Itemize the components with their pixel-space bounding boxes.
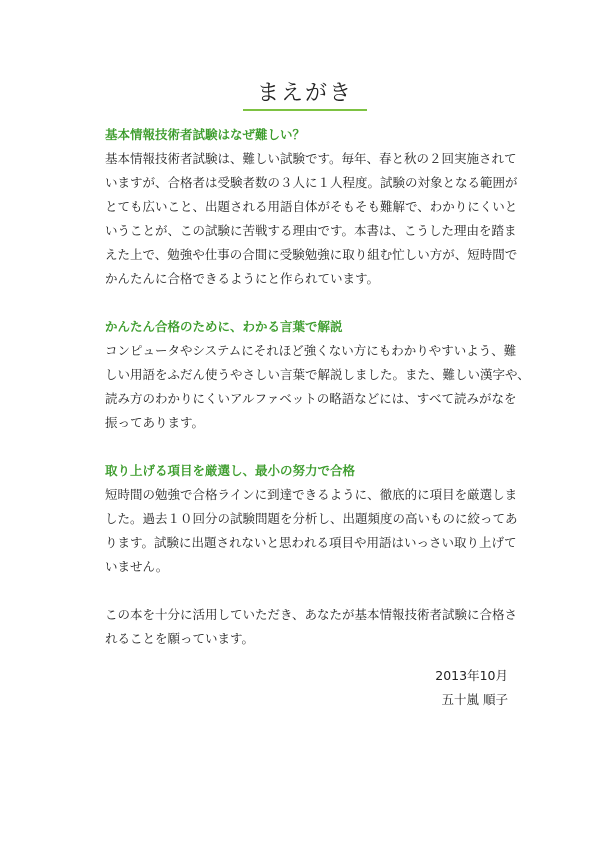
paragraph-line: コンピュータやシステムにそれほど強くない方にもわかりやすいよう、難 (105, 343, 517, 358)
section-heading: 取り上げる項目を厳選し、最小の努力で合格 (105, 463, 356, 478)
title-block (243, 80, 367, 108)
title-underline (243, 109, 367, 111)
section-selected-topics (105, 459, 518, 579)
paragraph-line: この本を十分に活用していただき、あなたが基本情報技術者試験に合格さ (105, 607, 518, 622)
paragraph-line: いますが、合格者は受験者数の３人に１人程度。試験の対象となる範囲が (105, 175, 518, 190)
paragraph-line: 基本情報技術者試験は、難しい試験です。毎年、春と秋の２回実施されて (105, 151, 517, 166)
signature-block (435, 664, 508, 712)
paragraph-line: えた上で、勉強や仕事の合間に受験勉強に取り組む忙しい方が、短時間で (105, 247, 518, 262)
section-paragraph (105, 339, 530, 435)
page-title: まえがき (256, 81, 353, 106)
paragraph-line: した。過去１０回分の試験問題を分析し、出題頻度の高いものに絞ってあ (105, 511, 518, 526)
paragraph-line: かんたんに合格できるようにと作られています。 (105, 271, 380, 286)
section-paragraph (105, 483, 518, 579)
section-heading: 基本情報技術者試験はなぜ難しい？ (105, 127, 306, 142)
paragraph-line: ります。試験に出題されないと思われる項目や用語はいっさい取り上げて (105, 535, 517, 550)
paragraph-line: いうことが、この試験に苦戦する理由です。本書は、こうした理由を踏ま (105, 223, 517, 238)
paragraph-line: 振ってあります。 (105, 415, 205, 430)
section-paragraph (105, 147, 518, 291)
preface-body (105, 123, 530, 675)
section-easy-words (105, 315, 530, 435)
signature-author: 五十嵐 順子 (441, 692, 508, 707)
paragraph-line: いません。 (105, 559, 169, 574)
section-heading: かんたん合格のために、わかる言葉で解説 (105, 319, 343, 334)
closing-text (105, 603, 518, 651)
paragraph-line: 読み方のわかりにくいアルファベットの略語などには、すべて読みがなを (105, 391, 517, 406)
signature-date: 2013年10月 (435, 668, 508, 683)
paragraph-line: れることを願っています。 (105, 631, 255, 646)
section-why-difficult (105, 123, 518, 291)
paragraph-line: とても広いこと、出題される用語自体がそもそも難解で、わかりにくいと (105, 199, 518, 214)
paragraph-line: しい用語をふだん使うやさしい言葉で解説しました。また、難しい漢字や、 (105, 367, 530, 382)
closing-paragraph (105, 603, 518, 651)
paragraph-line: 短時間の勉強で合格ラインに到達できるように、徹底的に項目を厳選しま (105, 487, 518, 502)
